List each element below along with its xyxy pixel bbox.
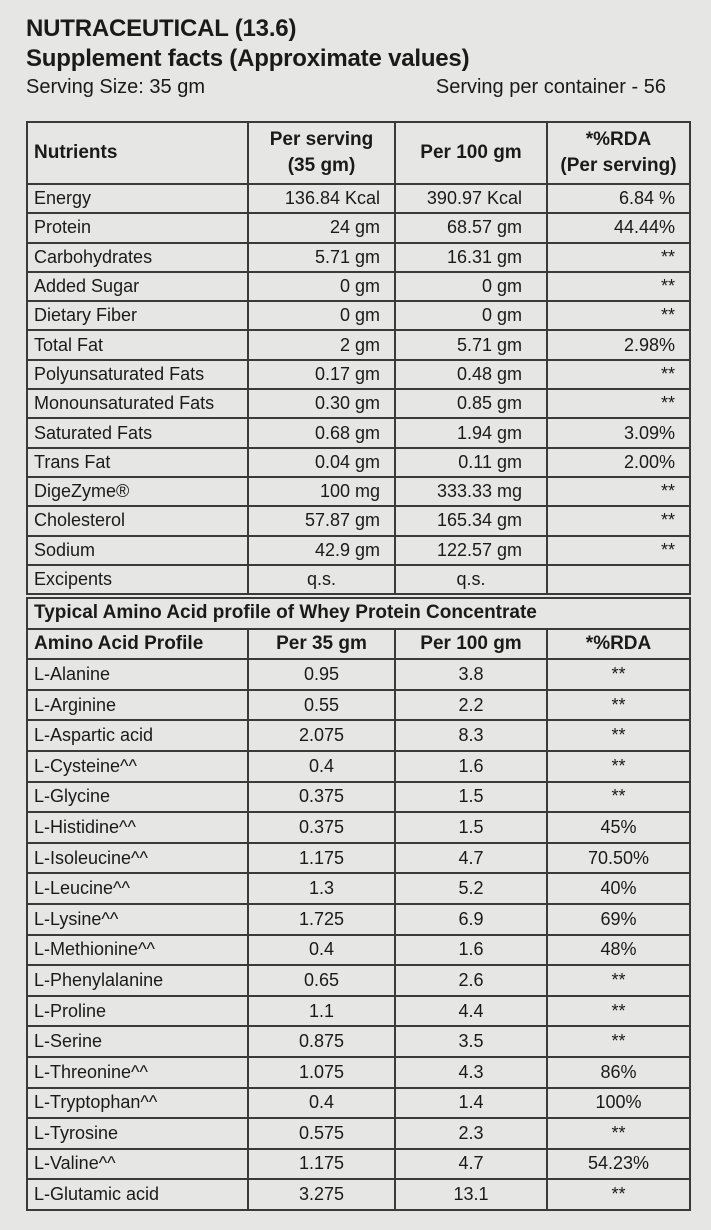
rda-header-line1: *%RDA <box>585 129 652 150</box>
nutrient-per-serving: 42.9 gm <box>248 536 395 565</box>
amino-rda: ** <box>547 965 690 996</box>
amino-row <box>27 1179 690 1210</box>
amino-per-100: 5.2 <box>395 873 547 904</box>
nutrient-per-100: 0.85 gm <box>395 389 547 418</box>
nutrient-name: Monounsaturated Fats <box>27 389 248 418</box>
nutrient-rda: ** <box>547 477 690 506</box>
nutrient-per-serving: 0.04 gm <box>248 448 395 477</box>
nutrients-table <box>26 121 691 595</box>
amino-per-100: 1.5 <box>395 782 547 813</box>
amino-per-35: 1.175 <box>248 1149 395 1180</box>
amino-per-35: 0.375 <box>248 782 395 813</box>
nutrient-row <box>27 272 690 301</box>
amino-row <box>27 1057 690 1088</box>
rda-header <box>547 122 690 184</box>
amino-per-100: 4.4 <box>395 996 547 1027</box>
amino-row <box>27 904 690 935</box>
nutrient-rda: ** <box>547 389 690 418</box>
amino-rda: 69% <box>547 904 690 935</box>
nutrient-per-100: 5.71 gm <box>395 330 547 359</box>
nutrient-per-100: q.s. <box>395 565 547 594</box>
nutrient-row <box>27 477 690 506</box>
nutrient-name: Trans Fat <box>27 448 248 477</box>
amino-per-100: 2.3 <box>395 1118 547 1149</box>
nutrient-rda: ** <box>547 360 690 389</box>
nutrient-per-100: 165.34 gm <box>395 506 547 535</box>
amino-name: L-Glycine <box>27 782 248 813</box>
nutrient-per-serving: 24 gm <box>248 213 395 242</box>
amino-rda: 100% <box>547 1088 690 1119</box>
nutrient-name: Polyunsaturated Fats <box>27 360 248 389</box>
nutrients-header-row <box>27 122 690 184</box>
amino-name: L-Histidine^^ <box>27 812 248 843</box>
amino-per-35: 0.55 <box>248 690 395 721</box>
amino-section-title: Typical Amino Acid profile of Whey Protein Concentrate <box>27 598 690 629</box>
label-header <box>26 14 686 100</box>
nutrient-name: Added Sugar <box>27 272 248 301</box>
amino-name: L-Leucine^^ <box>27 873 248 904</box>
nutrient-per-serving: 100 mg <box>248 477 395 506</box>
amino-name: L-Tryptophan^^ <box>27 1088 248 1119</box>
amino-per-35: 0.375 <box>248 812 395 843</box>
amino-per-100: 3.8 <box>395 659 547 690</box>
nutrient-per-100: 390.97 Kcal <box>395 184 547 213</box>
nutrient-name: Saturated Fats <box>27 418 248 447</box>
nutrient-per-serving: 0.17 gm <box>248 360 395 389</box>
amino-acid-body <box>27 598 690 1210</box>
amino-row <box>27 751 690 782</box>
nutrient-per-serving: q.s. <box>248 565 395 594</box>
serving-size: Serving Size: 35 gm <box>26 76 205 98</box>
amino-name: L-Serine <box>27 1026 248 1057</box>
nutrient-rda: ** <box>547 536 690 565</box>
nutrient-name: Excipents <box>27 565 248 594</box>
amino-rda: 48% <box>547 935 690 966</box>
amino-name: L-Glutamic acid <box>27 1179 248 1210</box>
nutrient-rda: ** <box>547 301 690 330</box>
per-serving-header <box>248 122 395 184</box>
amino-per-35: 1.075 <box>248 1057 395 1088</box>
amino-row <box>27 1088 690 1119</box>
amino-rda-header: *%RDA <box>547 629 690 660</box>
nutrient-rda: ** <box>547 272 690 301</box>
nutrient-name: Cholesterol <box>27 506 248 535</box>
amino-row <box>27 996 690 1027</box>
nutrient-row <box>27 184 690 213</box>
amino-per-100: 1.6 <box>395 751 547 782</box>
amino-rda: ** <box>547 690 690 721</box>
amino-rda: 45% <box>547 812 690 843</box>
amino-per-100: 2.6 <box>395 965 547 996</box>
amino-per-100: 4.7 <box>395 843 547 874</box>
amino-row <box>27 965 690 996</box>
nutrient-rda: ** <box>547 243 690 272</box>
nutrient-row <box>27 301 690 330</box>
amino-per-100: 4.7 <box>395 1149 547 1180</box>
amino-rda: ** <box>547 1026 690 1057</box>
amino-row <box>27 690 690 721</box>
amino-rda: ** <box>547 782 690 813</box>
nutrient-per-100: 122.57 gm <box>395 536 547 565</box>
amino-per-35: 1.3 <box>248 873 395 904</box>
nutrient-row <box>27 213 690 242</box>
amino-row <box>27 843 690 874</box>
nutrient-rda: 3.09% <box>547 418 690 447</box>
nutrient-per-serving: 136.84 Kcal <box>248 184 395 213</box>
amino-per-100: 1.4 <box>395 1088 547 1119</box>
amino-per-100: 4.3 <box>395 1057 547 1088</box>
amino-per-100: 6.9 <box>395 904 547 935</box>
amino-per-35: 0.4 <box>248 935 395 966</box>
nutrients-body <box>27 184 690 594</box>
amino-rda: ** <box>547 720 690 751</box>
amino-per-100-header: Per 100 gm <box>395 629 547 660</box>
nutrient-name: Dietary Fiber <box>27 301 248 330</box>
nutrient-per-100: 68.57 gm <box>395 213 547 242</box>
nutrient-per-serving: 0 gm <box>248 301 395 330</box>
amino-name: L-Cysteine^^ <box>27 751 248 782</box>
amino-name: L-Alanine <box>27 659 248 690</box>
nutrient-row <box>27 330 690 359</box>
amino-name: L-Valine^^ <box>27 1149 248 1180</box>
amino-per-100: 1.6 <box>395 935 547 966</box>
amino-name: L-Isoleucine^^ <box>27 843 248 874</box>
nutrient-per-serving: 0.30 gm <box>248 389 395 418</box>
amino-rda: ** <box>547 1118 690 1149</box>
amino-name: L-Tyrosine <box>27 1118 248 1149</box>
amino-acid-table <box>26 597 691 1211</box>
amino-per-35: 1.175 <box>248 843 395 874</box>
nutrient-per-100: 0.48 gm <box>395 360 547 389</box>
nutrient-name: DigeZyme® <box>27 477 248 506</box>
amino-row <box>27 1026 690 1057</box>
amino-row <box>27 1118 690 1149</box>
amino-per-100: 13.1 <box>395 1179 547 1210</box>
nutrients-header: Nutrients <box>27 122 248 184</box>
per-35-header: Per 35 gm <box>248 629 395 660</box>
nutrient-per-serving: 5.71 gm <box>248 243 395 272</box>
supplement-facts-heading: Supplement facts (Approximate values) <box>26 45 470 72</box>
nutrient-name: Total Fat <box>27 330 248 359</box>
nutrient-rda: 6.84 % <box>547 184 690 213</box>
nutrient-per-100: 0.11 gm <box>395 448 547 477</box>
nutrient-rda: 2.00% <box>547 448 690 477</box>
amino-rda: 54.23% <box>547 1149 690 1180</box>
amino-rda: 86% <box>547 1057 690 1088</box>
amino-row <box>27 782 690 813</box>
amino-per-35: 1.725 <box>248 904 395 935</box>
nutrient-row <box>27 506 690 535</box>
amino-rda: ** <box>547 751 690 782</box>
amino-rda: 70.50% <box>547 843 690 874</box>
serving-info <box>26 74 686 100</box>
amino-name: L-Arginine <box>27 690 248 721</box>
amino-row <box>27 1149 690 1180</box>
serving-per-container: Serving per container - 56 <box>435 76 666 98</box>
amino-rda: 40% <box>547 873 690 904</box>
amino-row <box>27 812 690 843</box>
nutrient-per-100: 0 gm <box>395 272 547 301</box>
nutrient-per-100: 333.33 mg <box>395 477 547 506</box>
per-serving-header-line1: Per serving <box>269 129 374 150</box>
amino-per-35: 3.275 <box>248 1179 395 1210</box>
amino-per-35: 0.4 <box>248 1088 395 1119</box>
amino-per-35: 0.875 <box>248 1026 395 1057</box>
nutrient-rda: 2.98% <box>547 330 690 359</box>
amino-header-row <box>27 629 690 660</box>
amino-per-35: 0.4 <box>248 751 395 782</box>
product-title: NUTRACEUTICAL (13.6) <box>26 15 297 42</box>
per-serving-header-line2: (35 gm) <box>287 155 356 176</box>
nutrient-row <box>27 565 690 594</box>
amino-per-35: 2.075 <box>248 720 395 751</box>
nutrient-per-serving: 0 gm <box>248 272 395 301</box>
amino-name: L-Aspartic acid <box>27 720 248 751</box>
amino-rda: ** <box>547 996 690 1027</box>
amino-per-35: 0.575 <box>248 1118 395 1149</box>
nutrient-row <box>27 536 690 565</box>
amino-name: L-Phenylalanine <box>27 965 248 996</box>
rda-header-line2: (Per serving) <box>560 155 677 176</box>
nutrient-name: Sodium <box>27 536 248 565</box>
amino-rda: ** <box>547 659 690 690</box>
nutrient-per-serving: 0.68 gm <box>248 418 395 447</box>
nutrient-name: Protein <box>27 213 248 242</box>
amino-row <box>27 935 690 966</box>
per-100-header: Per 100 gm <box>395 122 547 184</box>
amino-row <box>27 720 690 751</box>
nutrient-rda: ** <box>547 506 690 535</box>
amino-row <box>27 873 690 904</box>
amino-per-35: 0.95 <box>248 659 395 690</box>
amino-row <box>27 659 690 690</box>
amino-name: L-Methionine^^ <box>27 935 248 966</box>
nutrient-name: Energy <box>27 184 248 213</box>
amino-name: L-Threonine^^ <box>27 1057 248 1088</box>
amino-section-row <box>27 598 690 629</box>
nutrient-per-100: 1.94 gm <box>395 418 547 447</box>
amino-per-35: 0.65 <box>248 965 395 996</box>
nutrient-per-100: 0 gm <box>395 301 547 330</box>
amino-rda: ** <box>547 1179 690 1210</box>
nutrient-row <box>27 389 690 418</box>
nutrient-per-100: 16.31 gm <box>395 243 547 272</box>
amino-per-100: 1.5 <box>395 812 547 843</box>
amino-name: L-Lysine^^ <box>27 904 248 935</box>
nutrient-row <box>27 448 690 477</box>
nutrient-row <box>27 360 690 389</box>
nutrient-per-serving: 2 gm <box>248 330 395 359</box>
amino-profile-header: Amino Acid Profile <box>27 629 248 660</box>
amino-per-100: 8.3 <box>395 720 547 751</box>
nutrient-rda: 44.44% <box>547 213 690 242</box>
amino-name: L-Proline <box>27 996 248 1027</box>
nutrient-row <box>27 243 690 272</box>
nutrient-rda <box>547 565 690 594</box>
amino-per-100: 3.5 <box>395 1026 547 1057</box>
nutrient-row <box>27 418 690 447</box>
nutrient-name: Carbohydrates <box>27 243 248 272</box>
amino-per-35: 1.1 <box>248 996 395 1027</box>
nutrient-per-serving: 57.87 gm <box>248 506 395 535</box>
amino-per-100: 2.2 <box>395 690 547 721</box>
